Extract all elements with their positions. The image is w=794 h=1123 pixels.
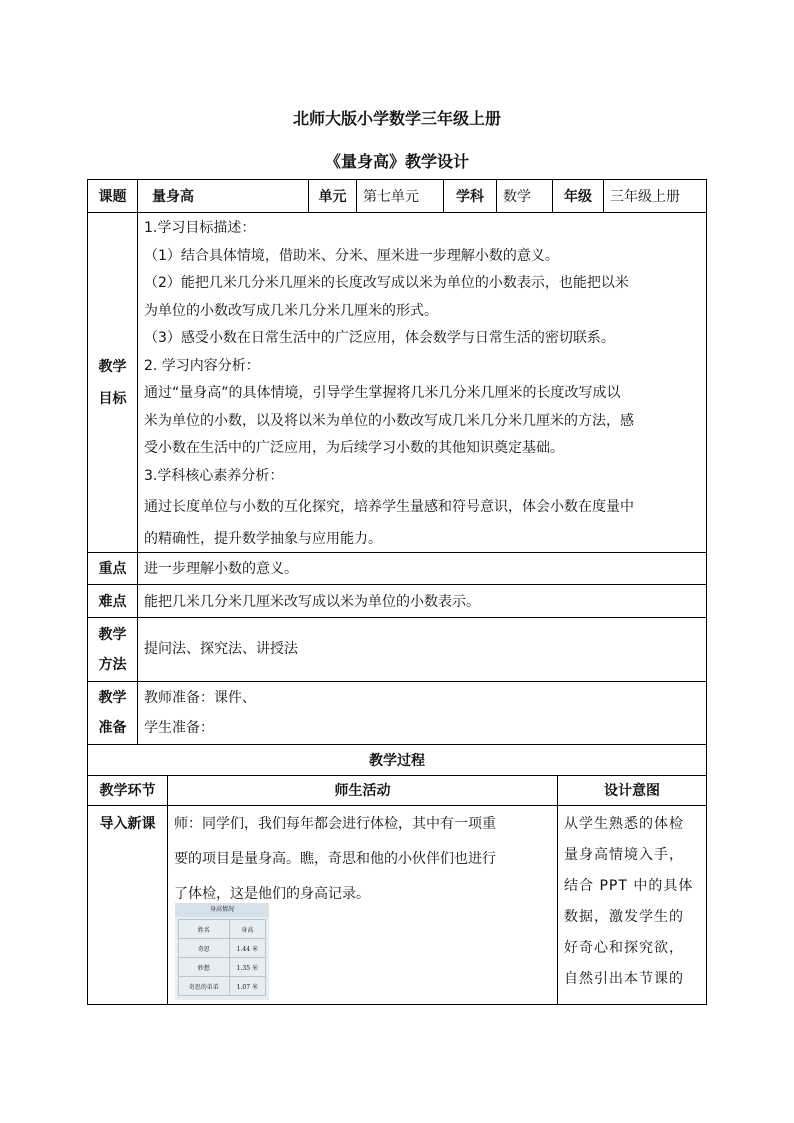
grade-label: 年级 [552, 179, 604, 213]
document-title: 北师大版小学数学三年级上册 [292, 109, 501, 128]
activity-line: 了体检，这是他们的身高记录。 [174, 886, 370, 902]
stage-cell: 导入新课 [87, 805, 168, 1005]
objective-line: 3.学科核心素养分析： [144, 467, 284, 484]
preparation-label [87, 681, 138, 745]
height-record-title: 身高情况 [175, 903, 269, 917]
process-title: 教学过程 [87, 744, 707, 776]
intent-line: 好奇心和探究欲， [564, 940, 684, 956]
objective-line: 通过长度单位与小数的互化探究，培养学生量感和符号意识，体会小数在度量中 [144, 499, 634, 515]
intent-line: 结合 PPT 中的具体 [564, 878, 694, 894]
methods-label-line1: 教学 [98, 626, 127, 643]
topic-label: 课题 [87, 179, 138, 213]
height-record-image [175, 903, 269, 1000]
height-row-value: 1.07 米 [229, 977, 265, 996]
difficulty-label: 难点 [87, 584, 138, 618]
objective-line: 为单位的小数改写成几米几分米几厘米的形式。 [144, 302, 438, 319]
height-col-name: 姓名 [179, 920, 230, 939]
objective-line: 1.学习目标描述： [144, 220, 256, 236]
intent-line: 量身高情境入手， [564, 847, 684, 863]
height-row-value: 1.35 米 [229, 958, 265, 977]
height-record-table [178, 919, 266, 996]
objective-line: （1）结合具体情境，借助米、分米、厘米进一步理解小数的意义。 [144, 247, 559, 264]
intent-line: 从学生熟悉的体检 [564, 816, 684, 832]
objective-line: 的精确性，提升数学抽象与应用能力。 [144, 530, 382, 547]
objective-line: 2. 学习内容分析： [144, 357, 260, 374]
methods-label-line2: 方法 [98, 656, 127, 673]
methods-text: 提问法、探究法、讲授法 [137, 617, 707, 682]
height-row-name: 奇思 [179, 939, 230, 958]
intent-line: 数据，激发学生的 [564, 909, 684, 925]
key-point-text: 进一步理解小数的意义。 [137, 552, 707, 585]
intent-line: 自然引出本节课的 [564, 971, 684, 987]
key-point-label: 重点 [87, 552, 138, 585]
topic-value: 量身高 [137, 179, 309, 213]
preparation-content [137, 681, 707, 745]
intent-cell [557, 805, 707, 1005]
objective-line: （2）能把几米几分米几厘米的长度改写成以米为单位的小数表示，也能把以米 [144, 275, 629, 291]
grade-value: 三年级上册 [603, 179, 707, 213]
objectives-label-line2: 目标 [98, 390, 127, 407]
height-row-value: 1.44 米 [229, 939, 265, 958]
objective-line: 通过“量身高”的具体情境，引导学生掌握将几米几分米几厘米的长度改写成以 [144, 385, 621, 401]
height-col-height: 身高 [229, 920, 265, 939]
preparation-label-line2: 准备 [98, 720, 127, 736]
objectives-label [87, 212, 138, 553]
subject-value: 数学 [496, 179, 553, 213]
difficulty-text: 能把几米几分米几厘米改写成以米为单位的小数表示。 [137, 584, 707, 618]
activity-line: 要的项目是量身高。瞧，奇思和他的小伙伴们也进行 [174, 851, 496, 867]
col-stage-header: 教学环节 [87, 775, 168, 806]
col-intent-header: 设计意图 [557, 775, 707, 806]
height-row-name: 妙想 [179, 958, 230, 977]
unit-value: 第七单元 [356, 179, 444, 213]
height-row-name: 奇思的弟弟 [179, 977, 230, 996]
objective-line: 米为单位的小数，以及将以米为单位的小数改写成几米几分米几厘米的方法，感 [144, 412, 634, 429]
objectives-content [137, 212, 707, 553]
col-activity-header: 师生活动 [167, 775, 558, 806]
subject-label: 学科 [443, 179, 497, 213]
objective-line: （3）感受小数在日常生活中的广泛应用，体会数学与日常生活的密切联系。 [144, 330, 615, 346]
activity-line: 师：同学们，我们每年都会进行体检，其中有一项重 [174, 816, 496, 832]
teacher-preparation: 教师准备：课件、 [144, 690, 256, 706]
document-subtitle: 《量身高》教学设计 [324, 152, 469, 171]
methods-label [87, 617, 138, 682]
objective-line: 受小数在生活中的广泛应用，为后续学习小数的其他知识奠定基础。 [144, 440, 564, 456]
preparation-label-line1: 教学 [98, 690, 127, 706]
unit-label: 单元 [308, 179, 357, 213]
objectives-label-line1: 教学 [98, 358, 127, 375]
student-preparation: 学生准备： [144, 720, 214, 736]
